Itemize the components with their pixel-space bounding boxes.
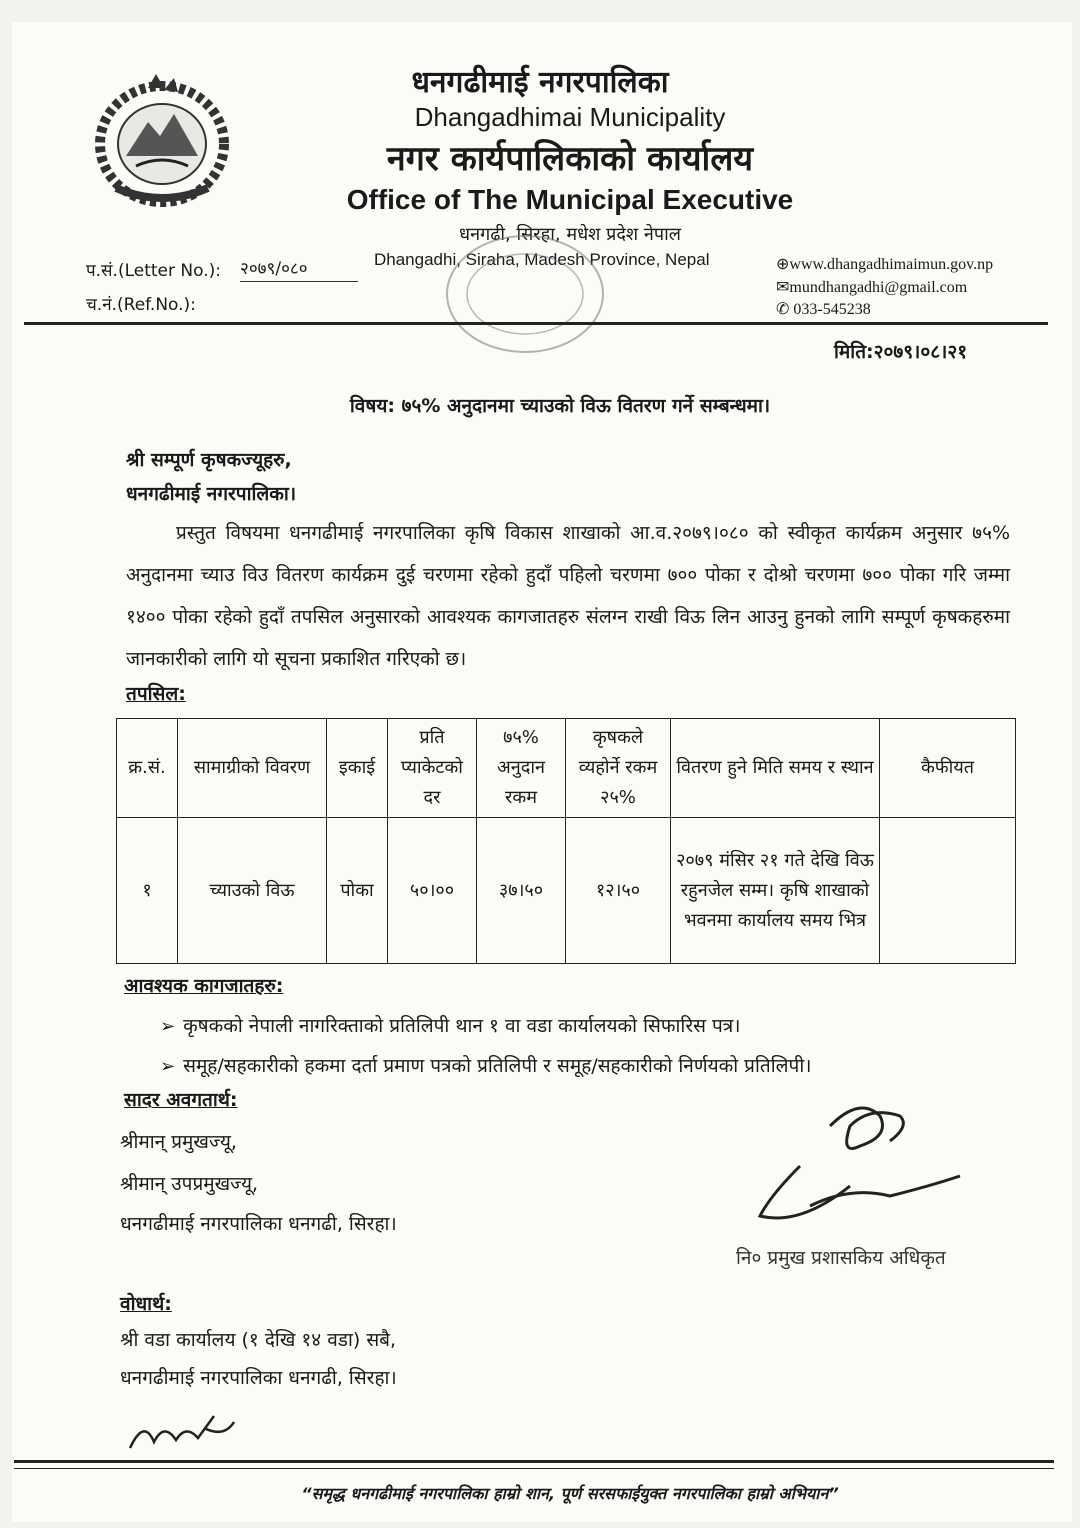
header-date-place: वितरण हुने मिति समय र स्थान — [671, 719, 880, 818]
initials-signature-icon — [124, 1408, 244, 1458]
document-item-2: ➢ समूह/सहकारीको हकमा दर्ता प्रमाण पत्रको प्रतिलिपी र समूह/सहकारीको निर्णयको प्रतिलिपी। — [160, 1055, 812, 1077]
schedule-heading: तपसिल: — [126, 683, 186, 705]
header-subsidy: ७५% अनुदान रकम — [477, 719, 566, 818]
distribution-table — [116, 718, 1016, 964]
phone-line — [776, 299, 871, 319]
nepali-address: धनगढी, सिरहा, मधेश प्रदेश नेपाल — [459, 224, 681, 245]
footer-slogan: “समृद्ध धनगढीमाई नगरपालिका हाम्रो शान, पूर्ण सरसफाईयुक्त नगरपालिका हाम्रो अभियान” — [301, 1484, 839, 1503]
addressee-line-2: धनगढीमाई नगरपालिका। — [126, 483, 297, 505]
info-item-2: धनगढीमाई नगरपालिका धनगढी, सिरहा। — [120, 1367, 397, 1389]
cc-item-2: श्रीमान् उपप्रमुखज्यू, — [120, 1173, 259, 1195]
header-farmer-share: कृषकले व्यहोर्ने रकम २५% — [566, 719, 671, 818]
phone-text: 033-545238 — [793, 301, 871, 318]
table-row — [117, 818, 1016, 964]
cell-farmer-share: १२।५० — [566, 818, 671, 964]
info-heading: वोधार्थ: — [120, 1293, 172, 1315]
cell-remarks — [880, 818, 1016, 964]
body-paragraph: प्रस्तुत विषयमा धनगढीमाई नगरपालिका कृषि विकास शाखाको आ.व.२०७९।०८० को स्वीकृत कार्यक्रम अनुसार ७५% अनुदानमा च्याउ विउ वितरण कार्यक्रम दुई चरणमा रहेको हुदाँ पहिलो चरणमा ७०० पोका र दोश्रो चरणमा ७०० पोका गरि जम्मा १४०० पोका रहेको हुदाँ तपसिल अनुसारको आवश्यक कागजातहरु संलग्न राखी विऊ लिन आउनु हुनको लागि सम्पूर्ण कृषकहरुमा जानकारीको लागि यो सूचना प्रकाशित गरिएको छ। — [126, 522, 1010, 670]
email-line — [776, 277, 967, 297]
arrow-bullet-icon: ➢ — [160, 1056, 176, 1077]
header-unit: इकाई — [327, 719, 388, 818]
phone-icon: ✆ — [776, 301, 790, 318]
letter-no-label: प.सं.(Letter No.): — [86, 261, 221, 281]
signatory-title: नि० प्रमुख प्रशासकिय अधिकृत — [736, 1247, 946, 1269]
office-english-title: Office of The Municipal Executive — [346, 184, 794, 215]
addressee-line-1: श्री सम्पूर्ण कृषकज्यूहरु, — [126, 449, 292, 471]
header-rate: प्रति प्याकेटको दर — [388, 719, 477, 818]
header-item: सामाग्रीको विवरण — [178, 719, 327, 818]
cell-rate: ५०।०० — [388, 818, 477, 964]
cell-sn: १ — [117, 818, 178, 964]
table-header-row — [117, 719, 1016, 818]
footer-divider-1 — [14, 1460, 1054, 1463]
website-text: www.dhangadhimaimun.gov.np — [789, 256, 994, 273]
letter-no-value: २०७९/०८० — [240, 256, 358, 282]
english-address: Dhangadhi, Siraha, Madesh Province, Nepal — [374, 250, 710, 269]
cc-item-3: धनगढीमाई नगरपालिका धनगढी, सिरहा। — [120, 1213, 397, 1235]
document-item-1: ➢ कृषकको नेपाली नागरिक्ताको प्रतिलिपी थान १ वा वडा कार्यालयको सिफारिस पत्र। — [160, 1015, 741, 1037]
cell-item: च्याउको विऊ — [178, 818, 327, 964]
cell-subsidy: ३७।५० — [477, 818, 566, 964]
cell-date-place: २०७९ मंसिर २१ गते देखि विऊ रहुनजेल सम्म। कृषि शाखाको भवनमा कार्यालय समय भित्र — [671, 818, 880, 964]
mail-icon: ✉ — [776, 279, 790, 296]
cell-unit: पोका — [327, 818, 388, 964]
municipality-english-title: Dhangadhimai Municipality — [414, 102, 726, 132]
cc-item-1: श्रीमान् प्रमुखज्यू, — [120, 1131, 237, 1153]
info-item-1: श्री वडा कार्यालय (१ देखि १४ वडा) सबै, — [120, 1329, 397, 1351]
header-divider — [24, 322, 1048, 325]
footer-divider-2 — [14, 1468, 1054, 1469]
documents-heading: आवश्यक कागजातहरु: — [124, 975, 284, 997]
municipality-nepali-title: धनगढीमाई नगरपालिका — [411, 65, 669, 100]
email-text: mundhangadhi@gmail.com — [789, 279, 968, 296]
arrow-bullet-icon: ➢ — [160, 1016, 176, 1037]
cc-heading: सादर अवगतार्थ: — [124, 1089, 238, 1111]
letter-date: मिति:२०७९।०८।२१ — [834, 341, 968, 363]
header-sn: क्र.सं. — [117, 719, 178, 818]
office-stamp-icon — [440, 232, 610, 362]
subject-line: विषय: ७५% अनुदानमा च्याउको विऊ वितरण गर्ने सम्बन्धमा। — [349, 395, 771, 417]
header-remarks: कैफीयत — [880, 719, 1016, 818]
signature-icon — [740, 1086, 980, 1246]
office-nepali-title: नगर कार्यपालिकाको कार्यालय — [386, 139, 754, 179]
website-line — [776, 254, 993, 274]
globe-icon: ⊕ — [776, 256, 790, 273]
ref-no-label: च.नं.(Ref.No.): — [86, 295, 196, 315]
